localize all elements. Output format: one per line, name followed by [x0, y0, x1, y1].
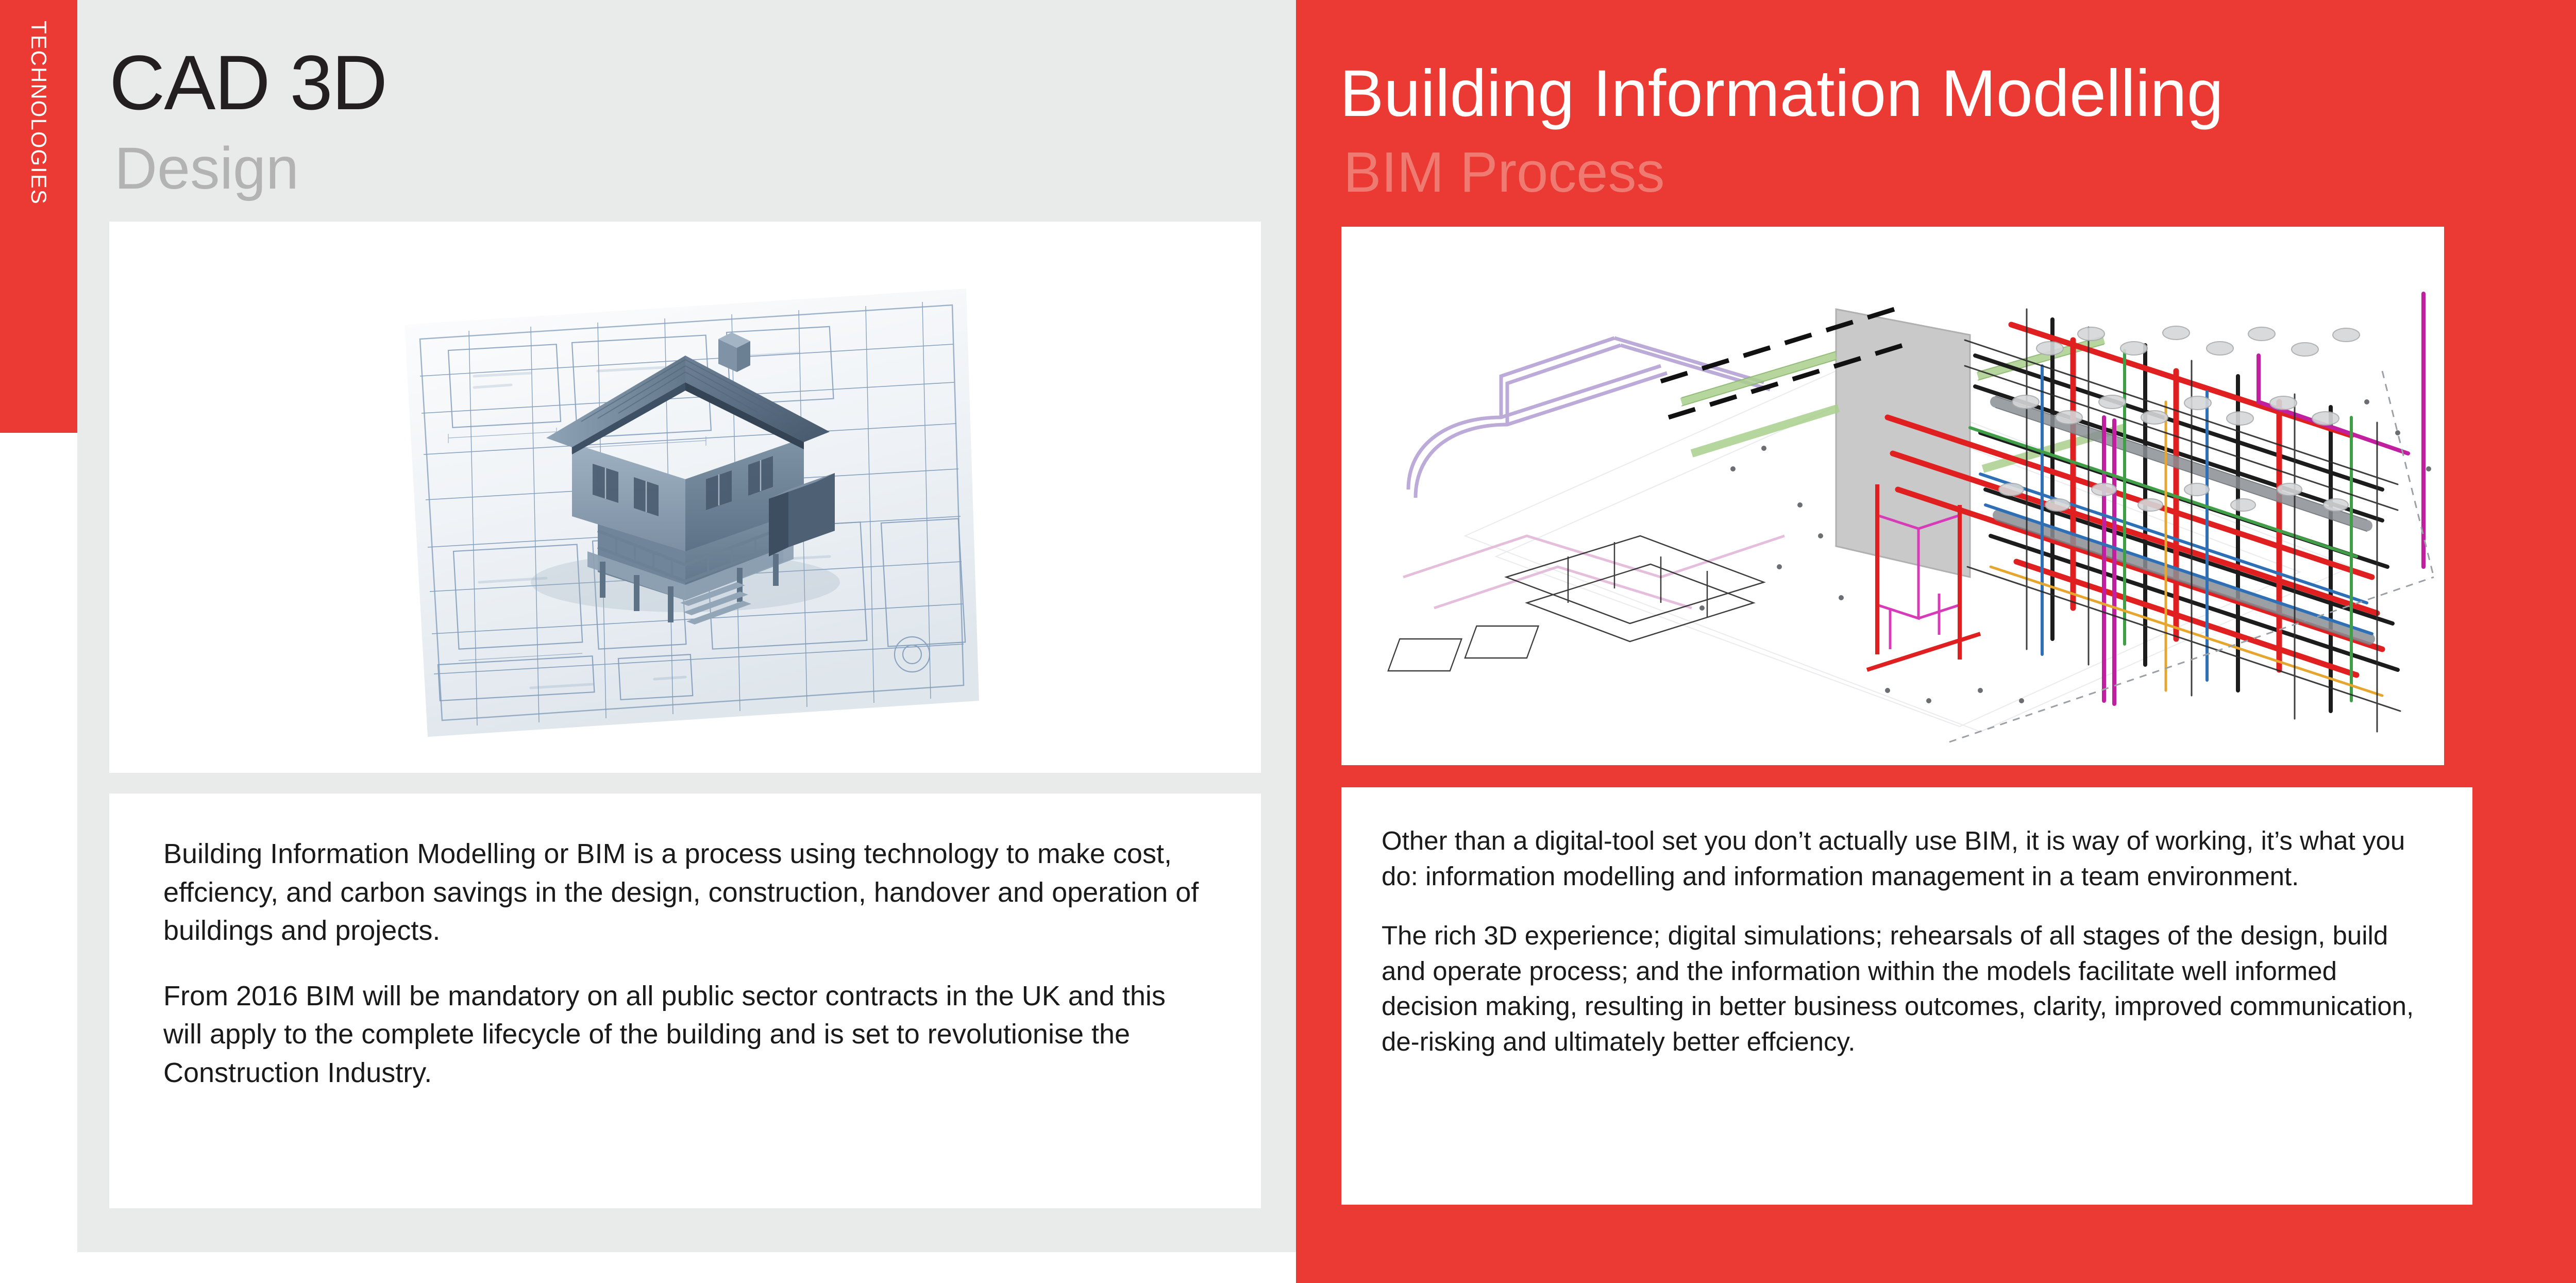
- left-paragraph-2: From 2016 BIM will be mandatory on all public sector contracts in the UK and this will apply to the complete lifecycle of the building and is set to revolutionise the Construction Industry.: [163, 980, 1166, 1088]
- right-panel: [1296, 0, 2576, 1283]
- left-image-container: [109, 222, 1261, 773]
- right-page-title: Building Information Modelling: [1340, 57, 2224, 130]
- blueprint-illustration-icon: [376, 222, 995, 773]
- left-page-subtitle: Design: [114, 136, 299, 201]
- side-tab: [0, 0, 77, 433]
- right-paragraph-1: Other than a digital-tool set you don’t actually use BIM, it is way of working, it’s what you do: information modelling and information management in a team environment.: [1382, 826, 2405, 891]
- side-tab-label: TECHNOLOGIES: [27, 21, 51, 205]
- left-page-title: CAD 3D: [109, 39, 387, 126]
- right-page-subtitle: BIM Process: [1343, 141, 1665, 204]
- left-body-container: [109, 794, 1261, 1208]
- cad-3d-house-blueprint-image: [376, 222, 995, 773]
- left-panel: [77, 0, 1296, 1252]
- bim-model-illustration-icon: [1341, 227, 2444, 765]
- left-paragraph-1: Building Information Modelling or BIM is a process using technology to make cost, effciency, and carbon savings in the design, construction, handover and operation of buildings and projects.: [163, 838, 1199, 947]
- right-body-container: [1341, 787, 2472, 1205]
- right-paragraph-2: The rich 3D experience; digital simulations; rehearsals of all stages of the design, build and operate process; and the information within the models facilitate well informed decision making, resulting in better business outcomes, clarity, improved communication, de-risking and ultimately better effciency.: [1382, 920, 2414, 1057]
- right-image-container: [1341, 227, 2444, 765]
